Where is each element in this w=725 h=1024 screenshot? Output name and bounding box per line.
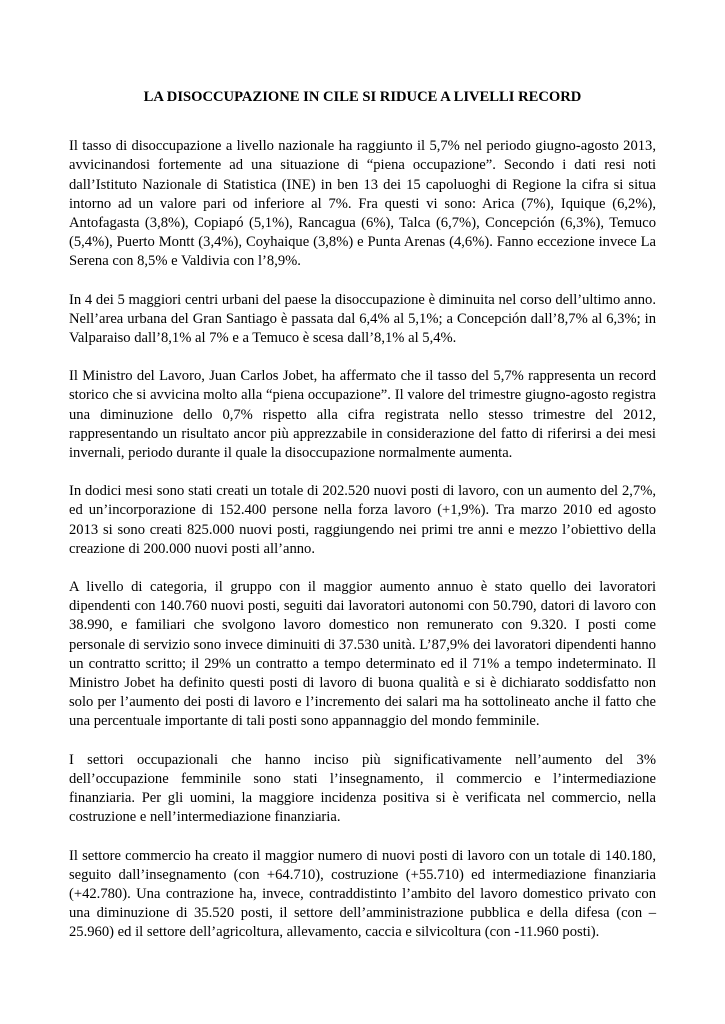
paragraph-urban-centers: In 4 dei 5 maggiori centri urbani del paese la disoccupazione è diminuita nel corso dell’ultimo anno. Nell’area urbana del Gran Santiago è passata dal 6,4% al 5,1%; a Concepción dall’8,7% al 6,3%; in Valparaiso dall’8,1% al 7% e a Temuco è scesa dall’8,1% al 5,4%. [69, 291, 656, 347]
paragraph-unemployment-rate: Il tasso di disoccupazione a livello nazionale ha raggiunto il 5,7% nel periodo giugno-agosto 2013, avvicinandosi fortemente ad una situazione di “piena occupazione”. Secondo i dati resi noti dall’Istituto Nazionale di Statistica (INE) in ben 13 dei 15 capoluoghi di Regione la cifra si situa intorno ad un valore pari od inferiore al 7%. Fra questi vi sono: Arica (7%), Iquique (6,2%), Antofagasta (3,8%), Copiapó (5,1%), Rancagua (6%), Talca (6,7%), Concepción (6,3%), Temuco (5,4%), Puerto Montt (3,4%), Coyhaique (3,8%) e Punta Arenas (4,6%). Fanno eccezione invece La Serena con 8,5% e Valdivia con l’8,9%. [69, 138, 656, 270]
paragraph-jobs-created: In dodici mesi sono stati creati un totale di 202.520 nuovi posti di lavoro, con un aumento del 2,7%, ed un’incorporazione di 152.400 persone nella forza lavoro (+1,9%). Tra marzo 2010 ed agosto 2013 si sono creati 825.000 nuovi posti, raggiungendo nei primi tre anni e mezzo l’obiettivo della creazione di 200.000 nuovi posti all’anno. [69, 483, 656, 557]
paragraph-female-employment: I settori occupazionali che hanno inciso più significativamente nell’aumento del 3% dell’occupazione femminile sono stati l’insegnamento, il commercio e l’intermediazione finanziaria. Per gli uomini, la maggiore incidenza positiva si è verificata nel commercio, nella costruzione e nell’intermediazione finanziaria. [69, 751, 656, 826]
paragraph-sectors: Il settore commercio ha creato il maggior numero di nuovi posti di lavoro con un totale di 140.180, seguito dall’insegnamento (con +64.710), costruzione (+55.710) ed intermediazione finanziaria (+42.780). Una contrazione ha, invece, contraddistinto l’ambito del lavoro domestico privato con una diminuzione di 35.520 posti, il settore dell’amministrazione pubblica e della difesa (con – 25.960) ed il settore dell’agricoltura, allevamento, caccia e silvicoltura (con -11.960 posti). [69, 847, 656, 941]
paragraph-worker-categories: A livello di categoria, il gruppo con il maggior aumento annuo è stato quello dei lavoratori dipendenti con 140.760 nuovi posti, seguiti dai lavoratori autonomi con 50.790, datori di lavoro con 38.990, e familiari che svolgono lavoro domestico non remunerato con 9.320. I posti come personale di servizio sono invece diminuiti di 37.530 unità. L’87,9% dei lavoratori dipendenti hanno un contratto scritto; il 29% un contratto a tempo determinato ed il 71% a tempo indeterminato. Il Ministro Jobet ha definito questi posti di lavoro di buona qualità e si è dichiarato soddisfatto non solo per l’aumento dei posti di lavoro e l’incremento dei salari ma ha sottolineato anche il fatto che una percentuale importante di tali posti sono appannaggio del mondo femminile. [69, 579, 656, 730]
paragraph-minister-statement: Il Ministro del Lavoro, Juan Carlos Jobet, ha affermato che il tasso del 5,7% rappresenta un record storico che si avvicina molto alla “piena occupazione”. Il valore del trimestre giugno-agosto registra una diminuzione dello 0,7% rispetto alla cifra registrata nello stesso trimestre del 2012, rappresentando un risultato ancor più apprezzabile in considerazione del fatto di riferirsi a dei mesi invernali, periodo durante il quale la disoccupazione normalmente aumenta. [69, 368, 656, 462]
document-title: LA DISOCCUPAZIONE IN CILE SI RIDUCE A LIVELLI RECORD [143, 89, 582, 105]
document-page [69, 88, 656, 962]
